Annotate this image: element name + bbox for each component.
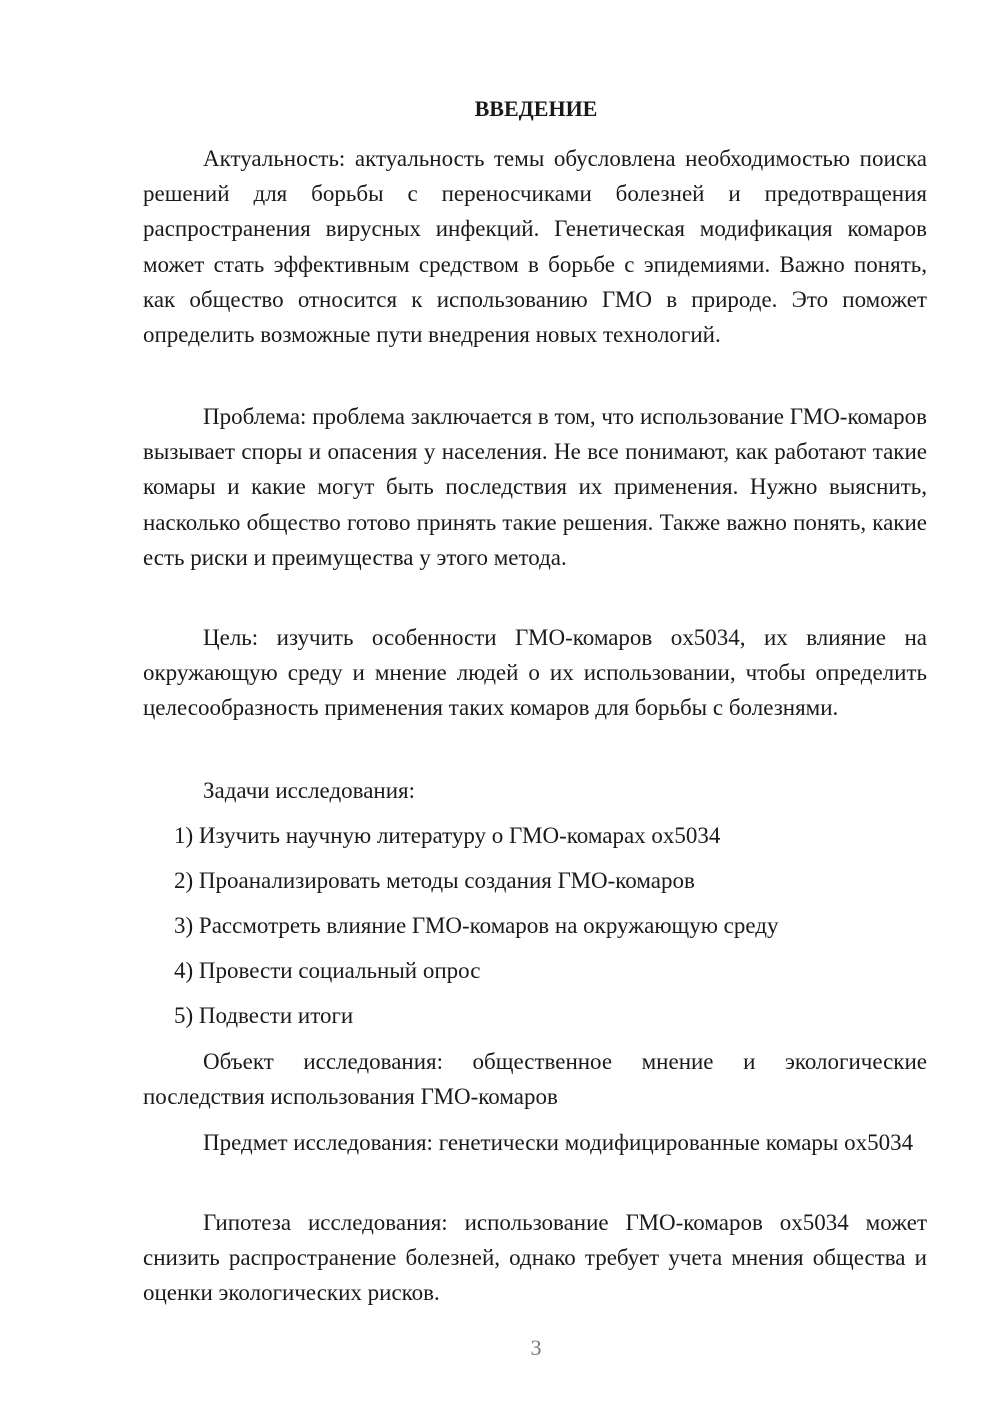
task-item-4: 4) Провести социальный опрос bbox=[174, 958, 481, 983]
task-item-2: 2) Проанализировать методы создания ГМО-комаров bbox=[174, 868, 695, 893]
hypothesis-paragraph: Гипотеза исследования: использование ГМО-комаров ox5034 может снизить распространение болезней, однако требует учета мнения общества и оценки экологических рисков. bbox=[143, 1210, 927, 1306]
goal-paragraph: Цель: изучить особенности ГМО-комаров ox5034, их влияние на окружающую среду и мнение людей о их использовании, чтобы определить целесообразность применения таких комаров для борьбы с болезнями. bbox=[143, 625, 927, 721]
problem-paragraph: Проблема: проблема заключается в том, что использование ГМО-комаров вызывает споры и опасения у населения. Не все понимают, как работают такие комары и какие могут быть последствия их применения. Нужно выяснить, насколько общество готово принять такие решения. Также важно понять, какие есть риски и преимущества у этого метода. bbox=[143, 404, 927, 570]
object-paragraph: Объект исследования: общественное мнение и экологические последствия использования ГМО-комаров bbox=[143, 1049, 927, 1110]
page-number: 3 bbox=[530, 1335, 542, 1360]
task-item-5: 5) Подвести итоги bbox=[174, 1003, 354, 1028]
relevance-paragraph: Актуальность: актуальность темы обусловлена необходимостью поиска решений для борьбы с переносчиками болезней и предотвращения распространения вирусных инфекций. Генетическая модификация комаров может стать эффективным средством в борьбе с эпидемиями. Важно понять, как общество относится к использованию ГМО в природе. Это поможет определить возможные пути внедрения новых технологий. bbox=[143, 146, 927, 348]
task-item-3: 3) Рассмотреть влияние ГМО-комаров на окружающую среду bbox=[174, 913, 779, 938]
tasks-heading: Задачи исследования: bbox=[203, 778, 416, 803]
subject-paragraph: Предмет исследования: генетически модифицированные комары ox5034 bbox=[203, 1130, 914, 1155]
section-title: ВВЕДЕНИЕ bbox=[474, 96, 598, 121]
task-item-1: 1) Изучить научную литературу о ГМО-комарах ox5034 bbox=[174, 823, 721, 848]
